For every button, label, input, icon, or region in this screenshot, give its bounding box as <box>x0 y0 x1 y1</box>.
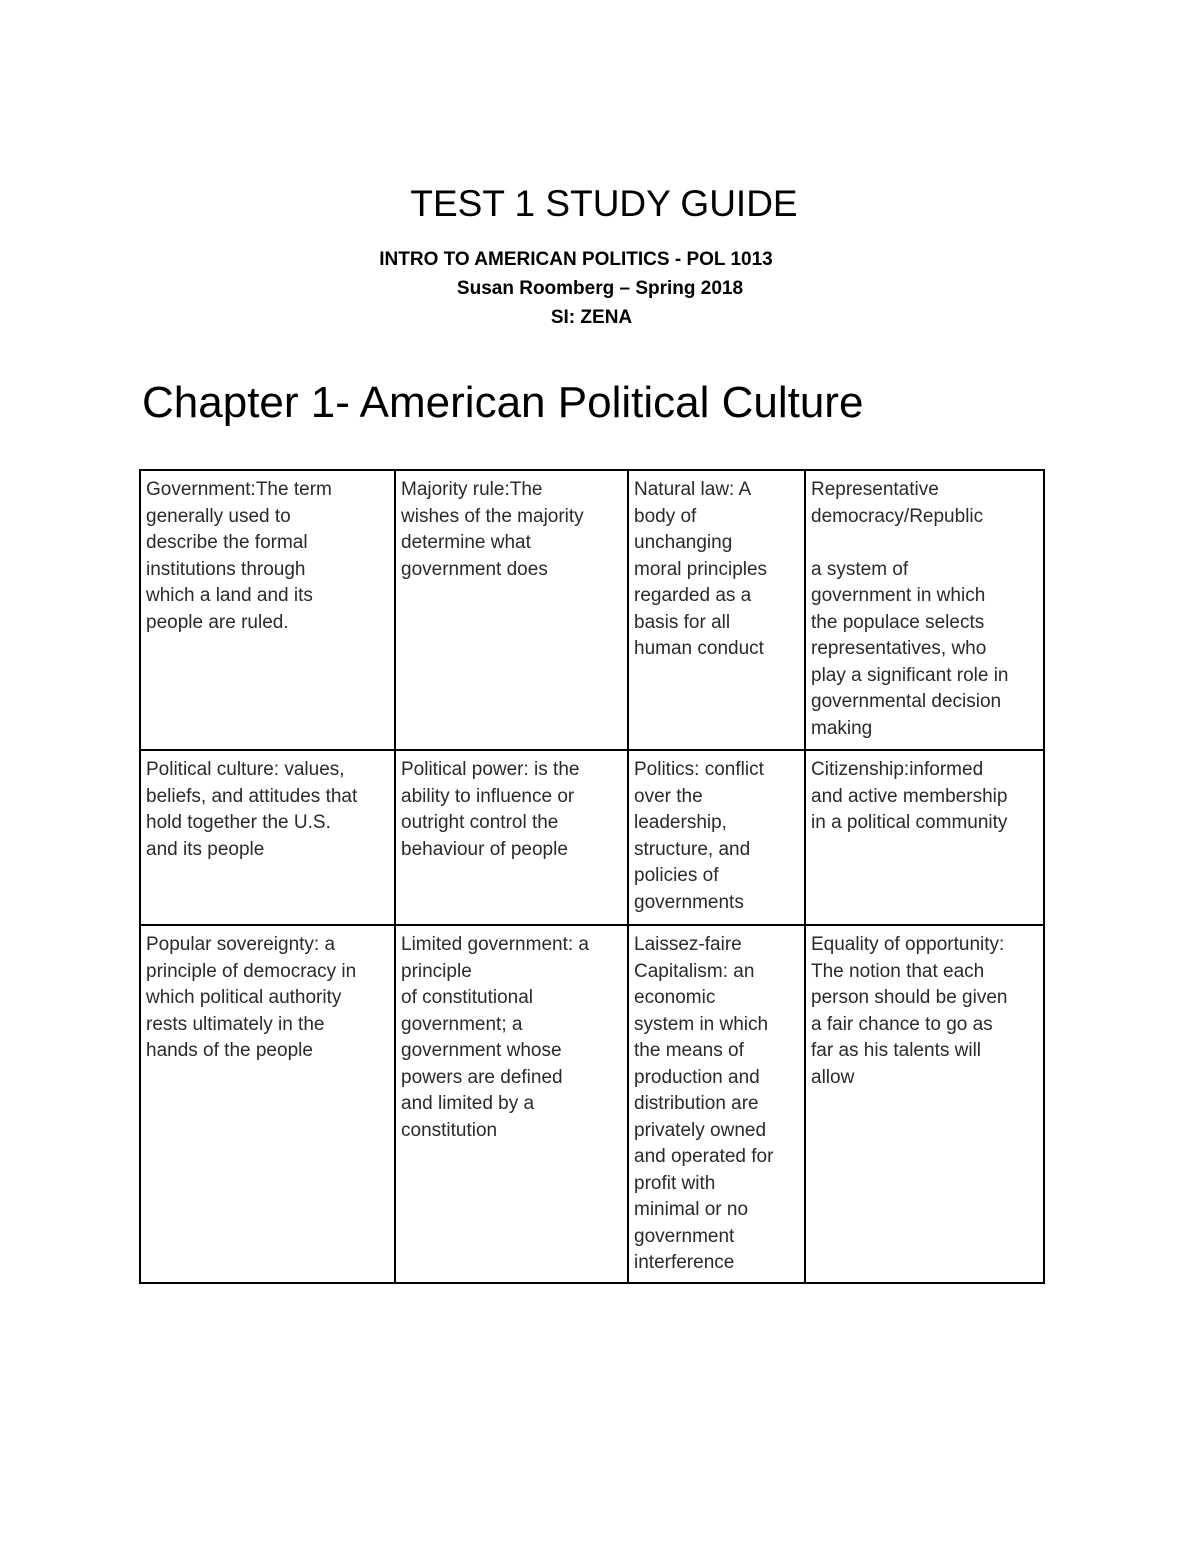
table-cell <box>628 925 805 1283</box>
terms-table <box>139 469 1045 1284</box>
term-definition: Laissez-faire Capitalism: an economic system in which the means of production and distribution are privately owned and operated for profit with minimal or no government interference <box>634 934 774 1273</box>
chapter-heading: Chapter 1- American Political Culture <box>142 378 864 427</box>
table-cell <box>395 925 628 1283</box>
table-row <box>140 470 1044 750</box>
term-definition: Equality of opportunity: The notion that each person should be given a fair chance to go as far as his talents will allow <box>811 934 1008 1088</box>
term-definition: Majority rule:The wishes of the majority determine what government does <box>401 479 584 580</box>
page-title: TEST 1 STUDY GUIDE <box>410 183 798 224</box>
term-definition: Citizenship:informed and active membership in a political community <box>811 759 1008 833</box>
table-cell <box>805 925 1044 1283</box>
table-cell <box>395 750 628 925</box>
si-name: SI: ZENA <box>550 307 633 328</box>
instructor-term: Susan Roomberg – Spring 2018 <box>456 278 744 299</box>
term-definition: Politics: conflict over the leadership, structure, and policies of governments <box>634 759 764 913</box>
term-definition: Representative democracy/Republic a system of government in which the populace selects representatives, who play a significant role in governmental decision making <box>811 479 1009 739</box>
table-row <box>140 925 1044 1283</box>
table-cell <box>805 470 1044 750</box>
course-name: INTRO TO AMERICAN POLITICS - POL 1013 <box>379 249 773 270</box>
table-cell <box>805 750 1044 925</box>
table-cell <box>140 750 395 925</box>
term-definition: Natural law: A body of unchanging moral principles regarded as a basis for all human conduct <box>634 479 768 659</box>
term-definition: Popular sovereignty: a principle of democracy in which political authority rests ultimately in the hands of the people <box>146 934 357 1061</box>
table-cell <box>140 925 395 1283</box>
term-definition: Limited government: a principle of constitutional government; a government whose powers are defined and limited by a constitution <box>401 934 589 1141</box>
term-definition: Political culture: values, beliefs, and attitudes that hold together the U.S. and its people <box>146 759 358 860</box>
table-cell <box>395 470 628 750</box>
table-cell <box>628 470 805 750</box>
table-row <box>140 750 1044 925</box>
table-cell <box>140 470 395 750</box>
term-definition: Government:The term generally used to describe the formal institutions through which a land and its people are ruled. <box>146 479 332 633</box>
term-definition: Political power: is the ability to influence or outright control the behaviour of people <box>401 759 580 860</box>
table-cell <box>628 750 805 925</box>
